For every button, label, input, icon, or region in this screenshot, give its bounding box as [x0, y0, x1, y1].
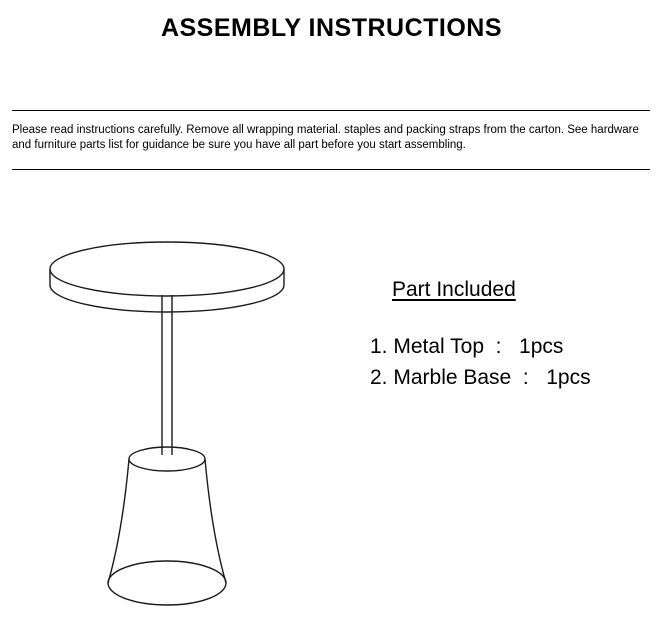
base-bottom-back-arc [108, 561, 226, 583]
base-top-face [129, 447, 205, 471]
intro-paragraph: Please read instructions carefully. Remove all wrapping material. staples and packing straps from the carton. See hardware and furniture parts list for guidance be sure you have all part before you start assembling. [12, 124, 639, 151]
parts-list [370, 331, 650, 393]
side-table-diagram [20, 225, 360, 630]
table-top-face [50, 242, 284, 296]
list-item: 1. Metal Top : 1pcs [370, 335, 564, 358]
page-title: ASSEMBLY INSTRUCTIONS [160, 14, 503, 42]
base-body-left [108, 459, 129, 583]
list-item: 2. Marble Base : 1pcs [370, 366, 591, 389]
divider-top [12, 110, 650, 111]
base-body-right [205, 459, 226, 583]
parts-included-heading: Part Included [392, 278, 516, 301]
divider-bottom [12, 169, 650, 170]
base-bottom-arc [108, 583, 226, 605]
table-top-bottom-arc [50, 285, 284, 312]
